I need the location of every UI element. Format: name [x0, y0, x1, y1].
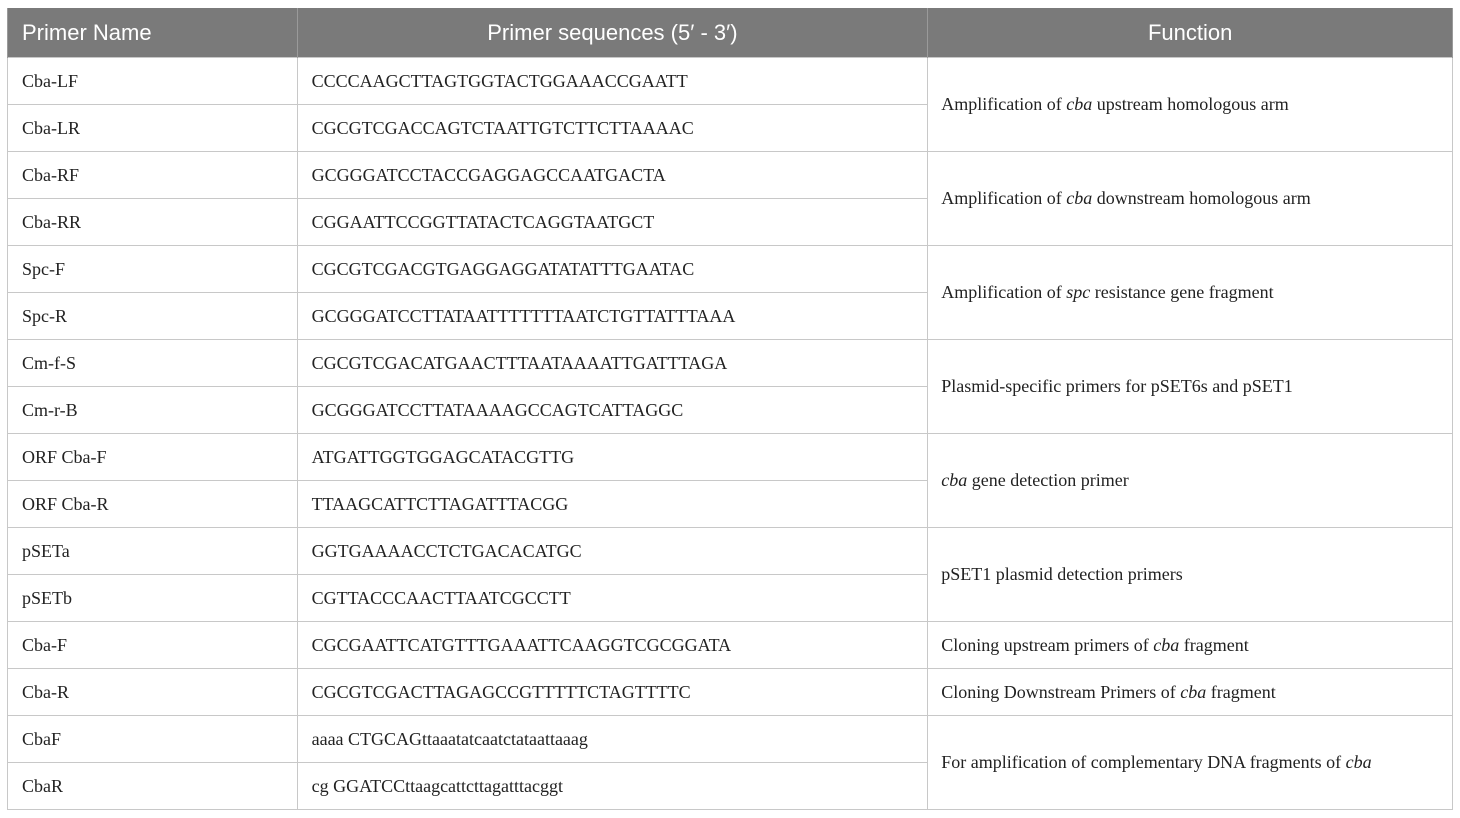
primer-sequence: CCCCAAGCTTAGTGGTACTGGAAACCGAATT [297, 58, 928, 105]
function-text: Amplification of [941, 282, 1067, 302]
function-cell [928, 528, 1453, 622]
primer-name: Cm-r-B [8, 387, 298, 434]
primer-sequence: CGCGTCGACATGAACTTTAATAAAATTGATTTAGA [297, 340, 928, 387]
primer-sequence: GGTGAAAACCTCTGACACATGC [297, 528, 928, 575]
function-cell [928, 58, 1453, 152]
table-row [8, 340, 1453, 387]
table-row [8, 152, 1453, 199]
function-text: Amplification of [941, 94, 1067, 114]
header-primer-sequences: Primer sequences (5′ - 3′) [297, 8, 928, 58]
primer-name: Cba-R [8, 669, 298, 716]
primer-sequence: cg GGATCCttaagcattcttagatttacggt [297, 763, 928, 810]
primer-name: pSETb [8, 575, 298, 622]
primer-sequence: GCGGGATCCTTATAAAAGCCAGTCATTAGGC [297, 387, 928, 434]
table-row [8, 528, 1453, 575]
function-cell [928, 669, 1453, 716]
header-row [8, 8, 1453, 58]
primer-name: ORF Cba-F [8, 434, 298, 481]
header-primer-name: Primer Name [8, 8, 298, 58]
table-row [8, 669, 1453, 716]
function-text: Amplification of [941, 188, 1067, 208]
gene-name: cba [1345, 752, 1372, 772]
gene-name: cba [1066, 94, 1093, 114]
gene-name: cba [1180, 681, 1207, 702]
primer-sequence: GCGGGATCCTTATAATTTTTTTAATCTGTTATTTAAA [297, 293, 928, 340]
primer-sequence: aaaa CTGCAGttaaatatcaatctataattaaag [297, 716, 928, 763]
primer-name: CbaR [8, 763, 298, 810]
primer-name: Cba-LF [8, 58, 298, 105]
gene-name: cba [1153, 634, 1180, 655]
header-function: Function [928, 8, 1453, 58]
function-text: upstream homologous arm [1092, 94, 1289, 114]
function-text: Cloning Downstream Primers of [941, 681, 1181, 702]
primer-name: Cba-RF [8, 152, 298, 199]
primer-name: Cba-F [8, 622, 298, 669]
primer-name: ORF Cba-R [8, 481, 298, 528]
table-row [8, 434, 1453, 481]
function-text: pSET1 plasmid detection primers [941, 564, 1183, 584]
primer-sequence: CGCGTCGACTTAGAGCCGTTTTTCTAGTTTTC [297, 669, 928, 716]
primer-sequence: CGTTACCCAACTTAATCGCCTT [297, 575, 928, 622]
primer-table-container [7, 8, 1453, 810]
primer-sequence: ATGATTGGTGGAGCATACGTTG [297, 434, 928, 481]
gene-name: cba [1066, 188, 1093, 208]
table-row [8, 622, 1453, 669]
primer-sequence: CGCGTCGACGTGAGGAGGATATATTTGAATAC [297, 246, 928, 293]
function-text: For amplification of complementary DNA fragments of [941, 752, 1346, 772]
primer-sequence: TTAAGCATTCTTAGATTTACGG [297, 481, 928, 528]
function-text: fragment [1206, 681, 1276, 702]
primer-sequence: CGGAATTCCGGTTATACTCAGGTAATGCT [297, 199, 928, 246]
primer-table [7, 8, 1453, 810]
gene-name: cba [941, 470, 968, 490]
primer-name: Cba-RR [8, 199, 298, 246]
primer-sequence: CGCGAATTCATGTTTGAAATTCAAGGTCGCGGATA [297, 622, 928, 669]
primer-sequence: CGCGTCGACCAGTCTAATTGTCTTCTTAAAAC [297, 105, 928, 152]
function-text: Cloning upstream primers of [941, 634, 1154, 655]
function-cell [928, 434, 1453, 528]
function-text: gene detection primer [967, 470, 1129, 490]
function-text: Plasmid-specific primers for pSET6s and pSET1 [941, 376, 1293, 396]
primer-name: Spc-F [8, 246, 298, 293]
function-text: fragment [1179, 634, 1249, 655]
function-cell [928, 340, 1453, 434]
function-text: downstream homologous arm [1092, 188, 1311, 208]
function-cell [928, 246, 1453, 340]
gene-name: spc [1066, 282, 1091, 302]
primer-name: Spc-R [8, 293, 298, 340]
primer-name: pSETa [8, 528, 298, 575]
primer-name: CbaF [8, 716, 298, 763]
function-cell [928, 622, 1453, 669]
table-row [8, 716, 1453, 763]
primer-name: Cm-f-S [8, 340, 298, 387]
table-row [8, 246, 1453, 293]
primer-sequence: GCGGGATCCTACCGAGGAGCCAATGACTA [297, 152, 928, 199]
function-cell [928, 716, 1453, 810]
function-text: resistance gene fragment [1090, 282, 1274, 302]
function-cell [928, 152, 1453, 246]
primer-name: Cba-LR [8, 105, 298, 152]
table-row [8, 58, 1453, 105]
